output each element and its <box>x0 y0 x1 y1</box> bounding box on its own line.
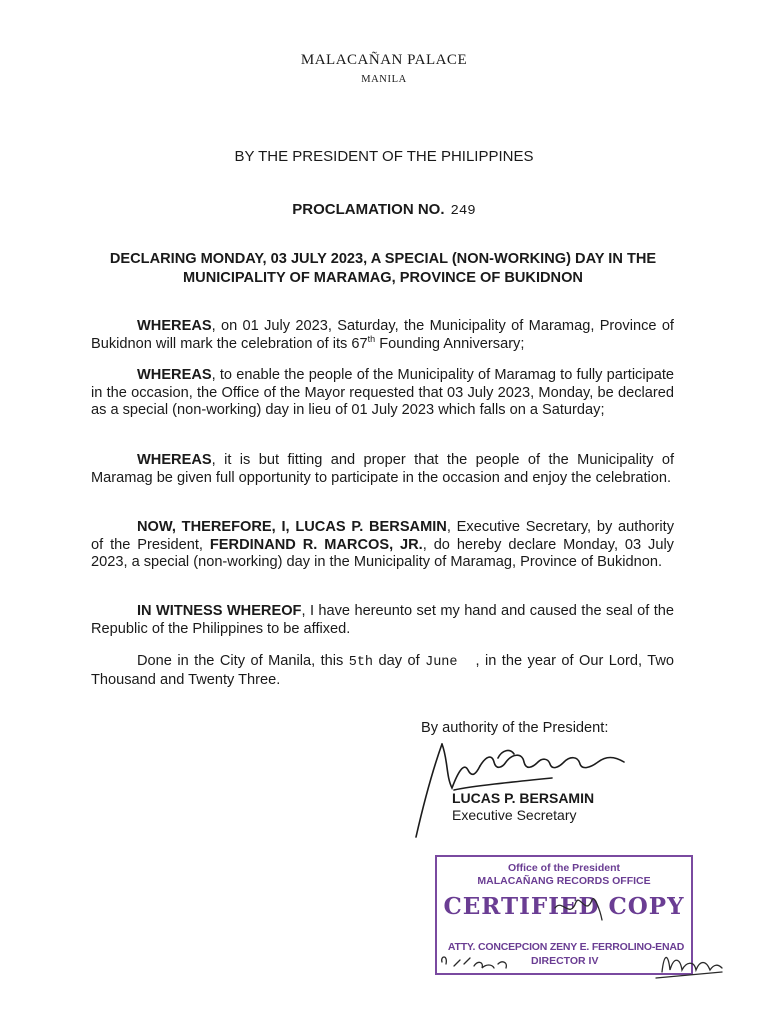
witness-paragraph <box>91 603 674 638</box>
handwritten-signature <box>402 732 642 844</box>
paragraph-text: , do hereby declare Monday, 03 July 2023, a special (non-working) day in the Municipality of Maramag, Province of Bukidnon. <box>91 536 674 571</box>
stamp-records-line: MALACAÑANG RECORDS OFFICE <box>477 875 651 887</box>
paragraph-text: Done in the City of Manila, this <box>137 653 349 669</box>
paragraph-text: , to enable the people of the Municipality of Maramag to fully participate in the occasion, the Office of the Mayor requested that 03 July 2023, Monday, be declared as a special (non-working) day in lieu of 01 July 2023 which falls on a Saturday; <box>91 367 674 419</box>
stamp-officer-name: ATTY. CONCEPCION ZENY E. FERROLINO-ENAD <box>447 941 685 953</box>
declaration-paragraph <box>91 519 674 572</box>
issuer-line: BY THE PRESIDENT OF THE PHILIPPINES <box>234 148 534 165</box>
paragraph-text: , on 01 July 2023, Saturday, the Municipality of Maramag, Province of Bukidnon will mark the celebration of its 67 <box>91 318 674 352</box>
proclamation-number: 249 <box>450 203 476 219</box>
city-heading: MANILA <box>361 74 407 85</box>
paragraph-lead: WHEREAS <box>137 318 212 334</box>
stamp-initials-ink <box>430 880 730 990</box>
paragraph-text: day of <box>373 653 426 669</box>
stamp-office-line: Office of the President <box>507 862 621 874</box>
paragraph-lead: WHEREAS <box>137 452 212 468</box>
signer-title: Executive Secretary <box>452 807 577 823</box>
day-filled: 5th <box>348 655 374 670</box>
month-filled: June <box>425 655 458 670</box>
done-paragraph <box>91 653 674 689</box>
authority-line: By authority of the President: <box>421 720 609 736</box>
paragraph-lead: NOW, THEREFORE, I, LUCAS P. BERSAMIN <box>137 519 447 535</box>
paragraph-lead: IN WITNESS WHEREOF <box>137 603 302 619</box>
proclamation-label: PROCLAMATION NO. <box>292 201 445 218</box>
president-name: FERDINAND R. MARCOS, JR. <box>209 536 423 553</box>
paragraph-text: , it is but fitting and proper that the people of the Municipality of Maramag be given full opportunity to participate in the occasion and enjoy the celebration. <box>91 452 674 486</box>
palace-heading: MALACAÑAN PALACE <box>300 52 468 68</box>
whereas-paragraph-3 <box>91 452 674 487</box>
whereas-paragraph-1 <box>91 318 674 353</box>
paragraph-text: , I have hereunto set my hand and caused the seal of the Republic of the Philippines to be affixed. <box>91 603 674 637</box>
stamp-officer-title: DIRECTOR IV <box>531 955 599 967</box>
whereas-paragraph-2 <box>91 367 674 420</box>
paragraph-text: , in the year of Our Lord, Two Thousand and Twenty Three. <box>91 653 674 688</box>
proclamation-number-line <box>0 201 768 219</box>
paragraph-text: , Executive Secretary, by authority of the President, <box>91 519 675 553</box>
proclamation-title: DECLARING MONDAY, 03 JULY 2023, A SPECIAL (NON-WORKING) DAY IN THE MUNICIPALITY OF MARAMAG, PROVINCE OF BUKIDNON <box>109 251 657 286</box>
ordinal-suffix: th <box>367 333 376 344</box>
stamp-certified-copy: CERTIFIED COPY <box>443 893 685 920</box>
paragraph-text: Founding Anniversary; <box>375 335 525 352</box>
paragraph-lead: WHEREAS <box>137 367 212 383</box>
signer-name: LUCAS P. BERSAMIN <box>452 790 595 806</box>
